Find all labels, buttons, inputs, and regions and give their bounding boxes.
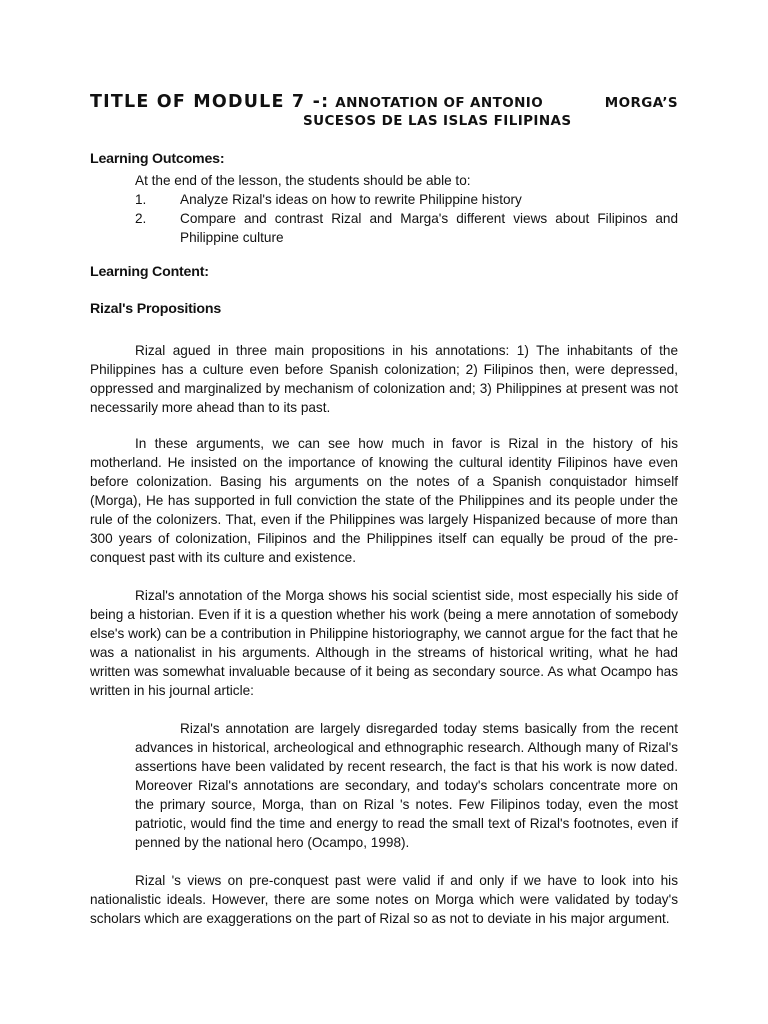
title-line-2: SUCESOS DE LAS ISLAS FILIPINAS bbox=[303, 113, 572, 129]
block-quote: Rizal's annotation are largely disregarded today stems basically from the recent advances in historical, archeological and ethnographic research. Although many of Rizal's assertions have been validated by recent research, the fact is that his work is now dated. Moreover Rizal's annotations are secondary, and today's scholars concentrate more on the primary source, Morga, than on Rizal 's notes. Few Filipinos today, even the most patriotic, would find the time and energy to read the small text of Rizal's footnotes, even if penned by the national hero (Ocampo, 1998). bbox=[135, 721, 678, 850]
learning-content-heading: Learning Content: bbox=[90, 264, 209, 280]
outcome-text: Analyze Rizal's ideas on how to rewrite Philippine history bbox=[180, 192, 522, 207]
outcome-number: 1. bbox=[135, 192, 147, 207]
closing-paragraph: Rizal 's views on pre-conquest past were valid if and only if we have to look into his nationalistic ideals. However, there are some notes on Morga which were validated by today's scholars which are exaggerations on the part of Rizal so as not to deviate in his major argument. bbox=[90, 873, 678, 926]
outcome-text: Compare and contrast Rizal and Marga's different views about Filipinos and Philippine culture bbox=[180, 211, 678, 245]
title-sub-part1: ANNOTATION OF ANTONIO bbox=[335, 95, 544, 111]
title-main: TITLE OF MODULE 7 -: bbox=[90, 92, 330, 112]
outcome-item-2 bbox=[135, 209, 678, 247]
outcome-item-1 bbox=[135, 190, 678, 209]
paragraph-2: In these arguments, we can see how much in favor is Rizal in the history of his motherland. He insisted on the importance of knowing the cultural identity Filipinos have even before colonization. Basing his arguments on the notes of a Spanish conquistador himself (Morga), He has supported in full conviction the state of the Philippines and its people under the rule of the colonizers. That, even if the Philippines was largely Hispanized because of more than 300 years of colonization, Filipinos and the Philippines itself can equally be proud of the pre-conquest past with its culture and existence. bbox=[90, 436, 678, 565]
learning-outcomes-heading: Learning Outcomes: bbox=[90, 151, 225, 167]
section-heading: Rizal's Propositions bbox=[90, 301, 222, 317]
title-sub-part2: MORGA’S bbox=[604, 95, 678, 111]
module-title bbox=[90, 92, 678, 129]
outcome-number: 2. bbox=[135, 211, 147, 226]
learning-outcomes-intro: At the end of the lesson, the students should be able to: bbox=[135, 173, 471, 188]
title-line-1 bbox=[90, 92, 678, 112]
paragraph-1: Rizal agued in three main propositions in his annotations: 1) The inhabitants of the Philippines has a culture even before Spanish colonization; 2) Filipinos then, were depressed, oppressed and marginalized by mechanism of colonization and; 3) Philippines at present was not necessarily more ahead than to its past. bbox=[90, 343, 678, 415]
paragraph-3: Rizal's annotation of the Morga shows his social scientist side, most especially his side of being a historian. Even if it is a question whether his work (being a mere annotation of somebody else's work) can be a contribution in Philippine historiography, we cannot argue for the fact that he was a nationalist in his arguments. Although in the streams of historical writing, what he had written was somewhat invaluable because of it being as secondary source. As what Ocampo has written in his journal article: bbox=[90, 588, 678, 698]
